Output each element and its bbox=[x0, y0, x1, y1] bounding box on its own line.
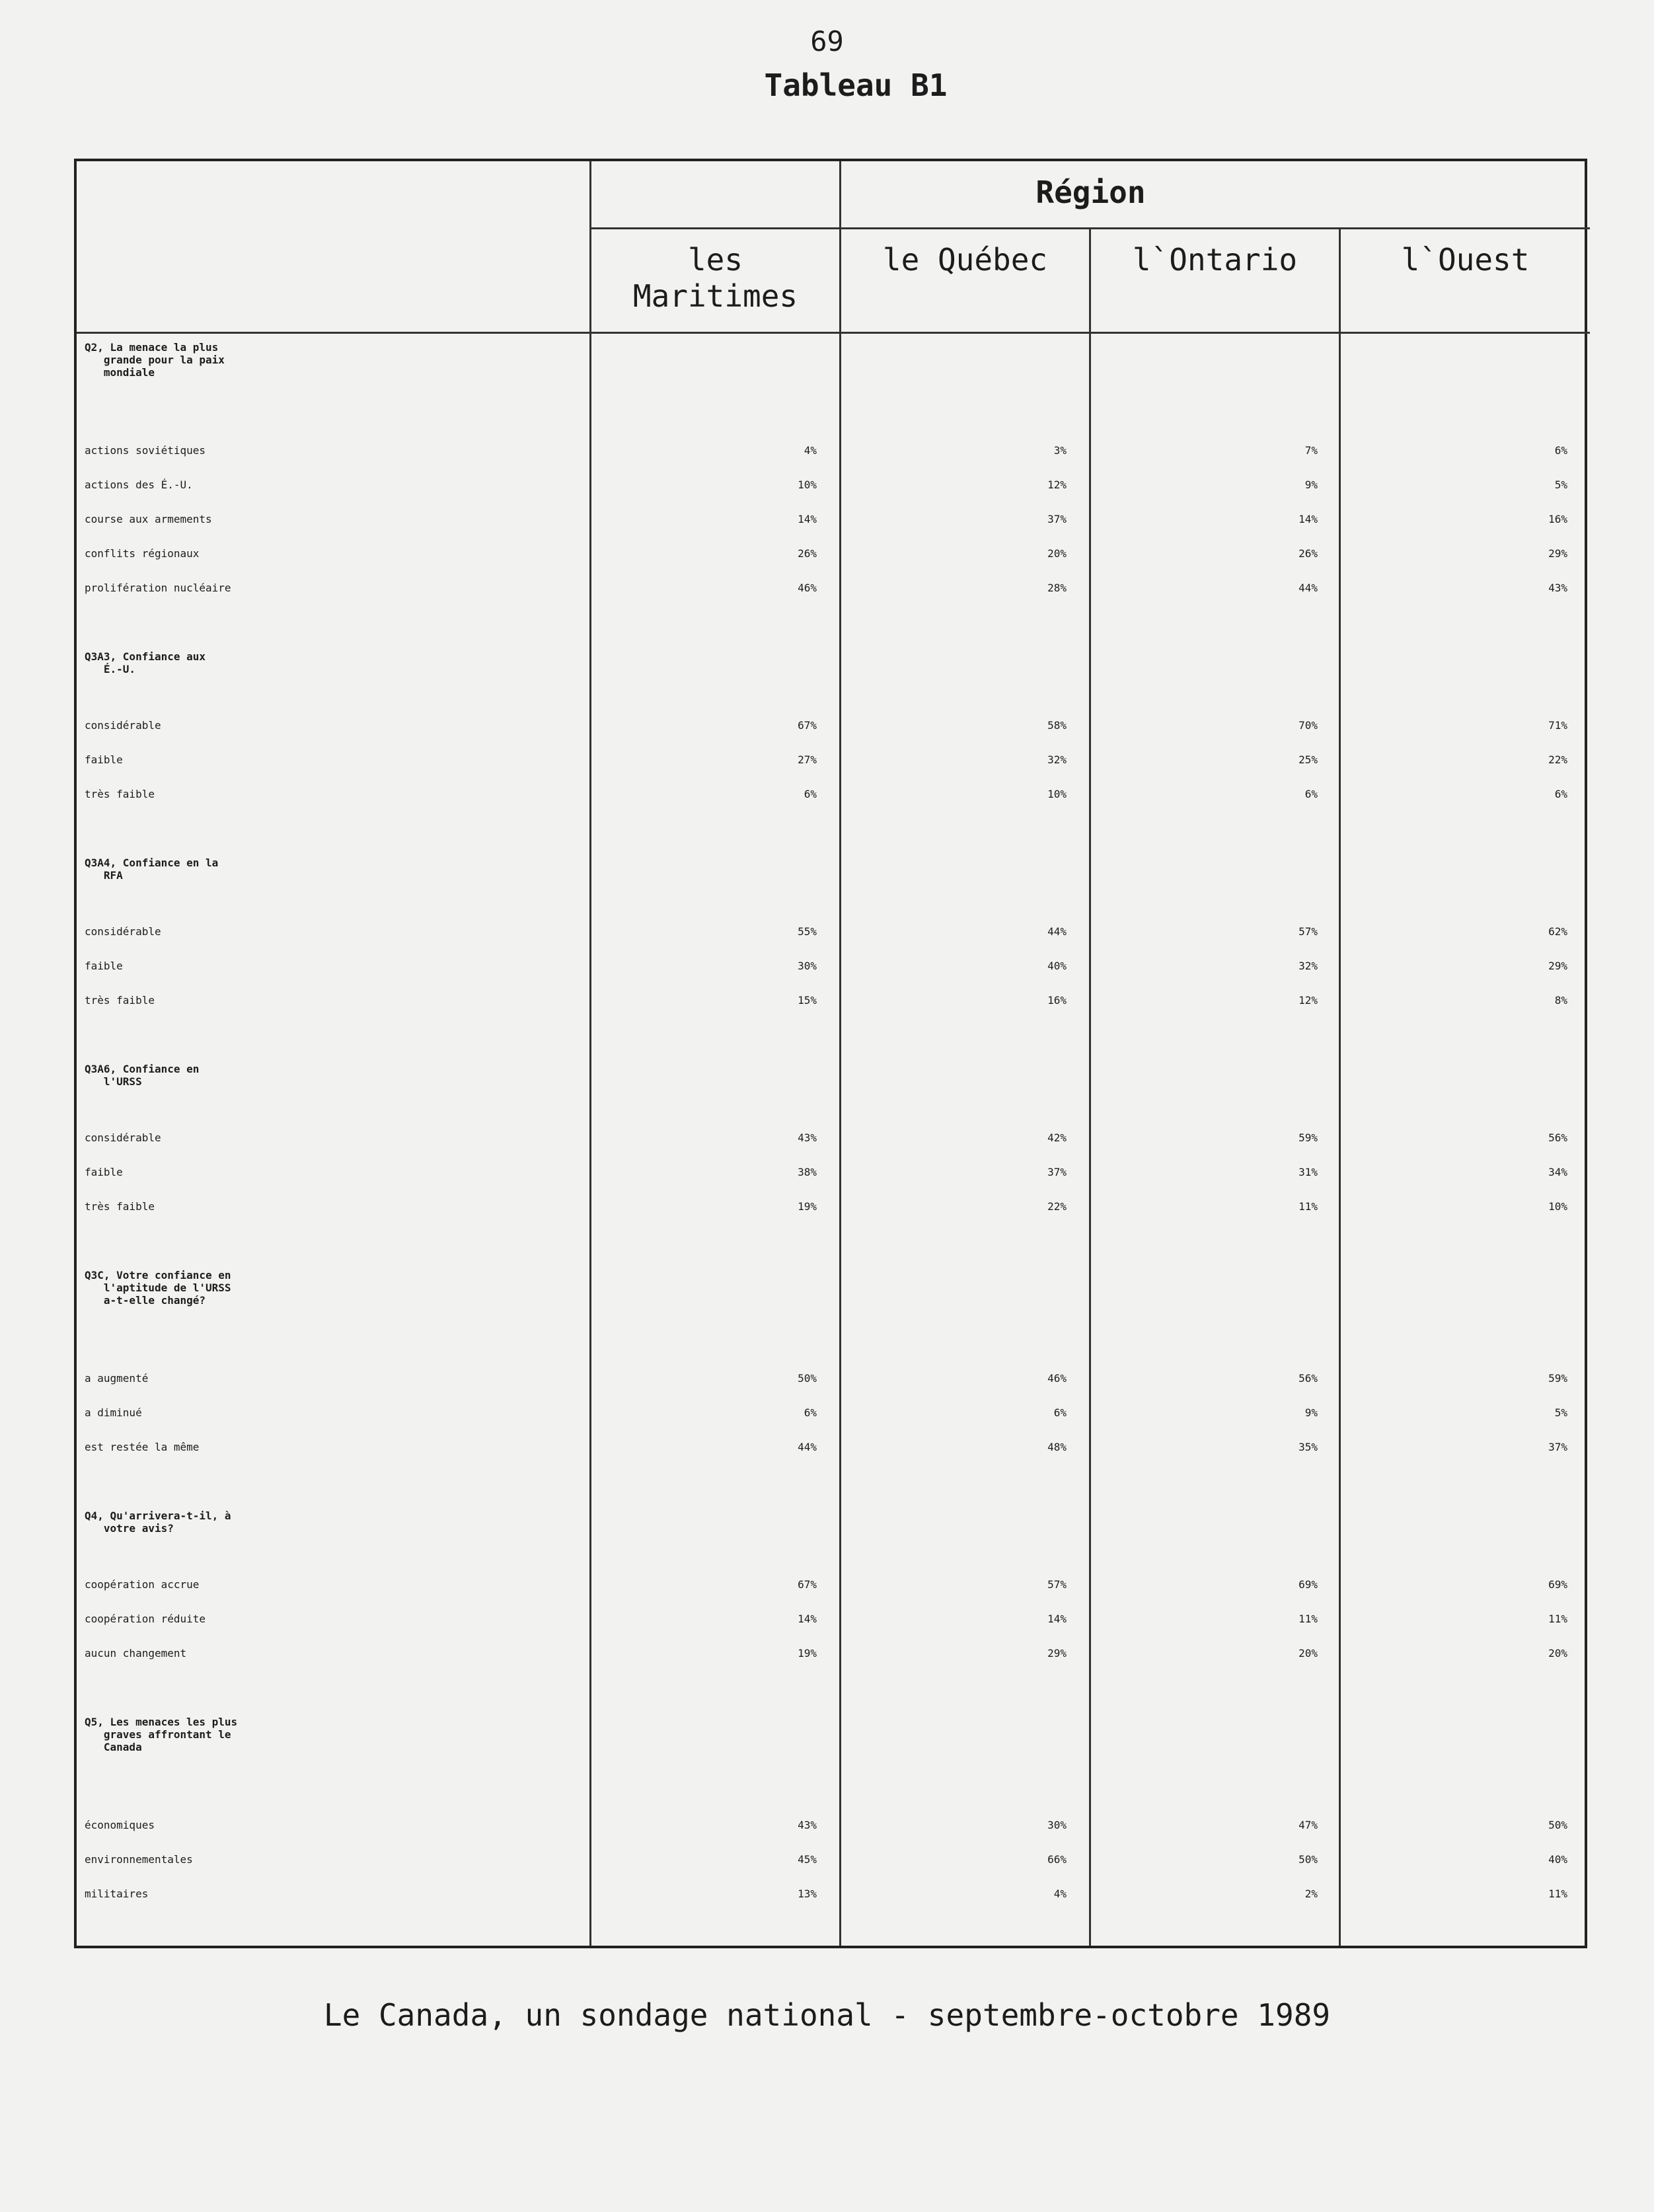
percent-cell: 44% bbox=[798, 1441, 817, 1453]
percent-cell: 22% bbox=[1047, 1200, 1067, 1213]
row-label: faible bbox=[85, 1166, 123, 1178]
percent-cell: 10% bbox=[1047, 788, 1067, 800]
table-row bbox=[77, 1613, 1590, 1647]
percent-cell: 9% bbox=[1304, 478, 1318, 491]
percent-cell: 13% bbox=[798, 1888, 817, 1900]
percent-cell: 40% bbox=[1548, 1853, 1567, 1866]
percent-cell: 12% bbox=[1298, 994, 1318, 1007]
percent-cell: 56% bbox=[1548, 1131, 1567, 1144]
row-label: faible bbox=[85, 960, 123, 972]
percent-cell: 69% bbox=[1548, 1578, 1567, 1591]
percent-cell: 37% bbox=[1047, 513, 1067, 525]
column-header-maritimes bbox=[591, 242, 839, 315]
row-label: aucun changement bbox=[85, 1647, 187, 1659]
percent-cell: 44% bbox=[1298, 582, 1318, 594]
percent-cell: 28% bbox=[1047, 582, 1067, 594]
row-label: est restée la même bbox=[85, 1441, 200, 1453]
percent-cell: 20% bbox=[1047, 547, 1067, 560]
percent-cell: 29% bbox=[1047, 1647, 1067, 1659]
table-row bbox=[77, 547, 1590, 582]
percent-cell: 46% bbox=[798, 582, 817, 594]
table-row bbox=[77, 1200, 1590, 1235]
row-label: considérable bbox=[85, 719, 161, 732]
row-label: très faible bbox=[85, 994, 155, 1007]
table-row bbox=[77, 1441, 1590, 1475]
table-row bbox=[77, 582, 1590, 616]
percent-cell: 69% bbox=[1298, 1578, 1318, 1591]
percent-cell: 37% bbox=[1548, 1441, 1567, 1453]
percent-cell: 6% bbox=[1554, 444, 1567, 457]
percent-cell: 45% bbox=[798, 1853, 817, 1866]
percent-cell: 34% bbox=[1548, 1166, 1567, 1178]
table-row bbox=[77, 788, 1590, 822]
column-header-line: l`Ontario bbox=[1132, 242, 1298, 278]
percent-cell: 32% bbox=[1047, 753, 1067, 766]
question-title-line: votre avis? bbox=[85, 1522, 174, 1535]
column-header-line: le Québec bbox=[882, 242, 1048, 278]
percent-cell: 12% bbox=[1047, 478, 1067, 491]
percent-cell: 3% bbox=[1053, 444, 1067, 457]
table-row bbox=[77, 513, 1590, 547]
row-label: a augmenté bbox=[85, 1372, 149, 1385]
column-header-quebec bbox=[841, 242, 1089, 278]
percent-cell: 29% bbox=[1548, 960, 1567, 972]
percent-cell: 6% bbox=[1304, 788, 1318, 800]
percent-cell: 38% bbox=[798, 1166, 817, 1178]
percent-cell: 35% bbox=[1298, 1441, 1318, 1453]
row-label: conflits régionaux bbox=[85, 547, 200, 560]
row-label: économiques bbox=[85, 1819, 155, 1831]
question-title bbox=[85, 650, 206, 675]
table-row bbox=[77, 753, 1590, 788]
percent-cell: 59% bbox=[1298, 1131, 1318, 1144]
percent-cell: 7% bbox=[1304, 444, 1318, 457]
percent-cell: 4% bbox=[1053, 1888, 1067, 1900]
percent-cell: 40% bbox=[1047, 960, 1067, 972]
percent-cell: 31% bbox=[1298, 1166, 1318, 1178]
percent-cell: 4% bbox=[804, 444, 817, 457]
percent-cell: 16% bbox=[1047, 994, 1067, 1007]
question-title bbox=[85, 1063, 199, 1088]
question-title-line: graves affrontant le bbox=[85, 1728, 231, 1741]
percent-cell: 20% bbox=[1548, 1647, 1567, 1659]
row-label: coopération réduite bbox=[85, 1613, 206, 1625]
table-row bbox=[77, 960, 1590, 994]
percent-cell: 25% bbox=[1298, 753, 1318, 766]
percent-cell: 15% bbox=[798, 994, 817, 1007]
percent-cell: 30% bbox=[798, 960, 817, 972]
question-title-line: mondiale bbox=[85, 366, 155, 379]
column-header-line: Maritimes bbox=[632, 278, 798, 314]
percent-cell: 6% bbox=[804, 1406, 817, 1419]
percent-cell: 46% bbox=[1047, 1372, 1067, 1385]
row-label: environnementales bbox=[85, 1853, 193, 1866]
question-title-line: Q5, Les menaces les plus bbox=[85, 1716, 238, 1728]
question-title-line: Q3A3, Confiance aux bbox=[85, 650, 206, 663]
percent-cell: 2% bbox=[1304, 1888, 1318, 1900]
percent-cell: 50% bbox=[798, 1372, 817, 1385]
percent-cell: 6% bbox=[1053, 1406, 1067, 1419]
question-title bbox=[85, 1509, 231, 1535]
percent-cell: 19% bbox=[798, 1647, 817, 1659]
survey-table bbox=[74, 159, 1587, 1948]
percent-cell: 14% bbox=[798, 1613, 817, 1625]
region-header: Région bbox=[1035, 174, 1146, 210]
row-label: coopération accrue bbox=[85, 1578, 200, 1591]
column-header-ontario bbox=[1091, 242, 1339, 278]
row-label: course aux armements bbox=[85, 513, 212, 525]
table-row bbox=[77, 719, 1590, 753]
table-row bbox=[77, 1131, 1590, 1166]
percent-cell: 22% bbox=[1548, 753, 1567, 766]
percent-cell: 29% bbox=[1548, 547, 1567, 560]
percent-cell: 37% bbox=[1047, 1166, 1067, 1178]
percent-cell: 11% bbox=[1298, 1200, 1318, 1213]
percent-cell: 8% bbox=[1554, 994, 1567, 1007]
table-row bbox=[77, 925, 1590, 960]
percent-cell: 10% bbox=[798, 478, 817, 491]
percent-cell: 9% bbox=[1304, 1406, 1318, 1419]
table-row bbox=[77, 1372, 1590, 1406]
percent-cell: 57% bbox=[1047, 1578, 1067, 1591]
row-label: actions des É.-U. bbox=[85, 478, 193, 491]
table-row bbox=[77, 994, 1590, 1028]
percent-cell: 6% bbox=[1554, 788, 1567, 800]
percent-cell: 66% bbox=[1047, 1853, 1067, 1866]
percent-cell: 19% bbox=[798, 1200, 817, 1213]
percent-cell: 32% bbox=[1298, 960, 1318, 972]
percent-cell: 43% bbox=[1548, 582, 1567, 594]
table-title: Tableau B1 bbox=[764, 67, 948, 103]
table-row bbox=[77, 1166, 1590, 1200]
percent-cell: 26% bbox=[1298, 547, 1318, 560]
percent-cell: 16% bbox=[1548, 513, 1567, 525]
percent-cell: 67% bbox=[798, 719, 817, 732]
question-title bbox=[85, 341, 225, 379]
row-label: prolifération nucléaire bbox=[85, 582, 231, 594]
question-title-line: RFA bbox=[85, 869, 123, 882]
percent-cell: 11% bbox=[1298, 1613, 1318, 1625]
row-label: considérable bbox=[85, 925, 161, 938]
row-label: faible bbox=[85, 753, 123, 766]
question-title-line: É.-U. bbox=[85, 663, 136, 675]
question-title bbox=[85, 1269, 231, 1307]
table-row bbox=[77, 1819, 1590, 1853]
percent-cell: 42% bbox=[1047, 1131, 1067, 1144]
percent-cell: 62% bbox=[1548, 925, 1567, 938]
percent-cell: 11% bbox=[1548, 1888, 1567, 1900]
page-number: 69 bbox=[810, 25, 844, 57]
question-title-line: l'URSS bbox=[85, 1075, 142, 1088]
table-row bbox=[77, 444, 1590, 478]
percent-cell: 6% bbox=[804, 788, 817, 800]
percent-cell: 43% bbox=[798, 1819, 817, 1831]
column-header-line: l`Ouest bbox=[1401, 242, 1530, 278]
percent-cell: 57% bbox=[1298, 925, 1318, 938]
question-title-line: grande pour la paix bbox=[85, 354, 225, 366]
percent-cell: 70% bbox=[1298, 719, 1318, 732]
row-label: très faible bbox=[85, 1200, 155, 1213]
percent-cell: 26% bbox=[798, 547, 817, 560]
column-header-line: les bbox=[687, 242, 743, 278]
row-label: militaires bbox=[85, 1888, 149, 1900]
question-title-line: a-t-elle changé? bbox=[85, 1294, 206, 1307]
percent-cell: 30% bbox=[1047, 1819, 1067, 1831]
header-divider bbox=[77, 332, 1590, 334]
question-title bbox=[85, 1716, 237, 1753]
percent-cell: 14% bbox=[798, 513, 817, 525]
question-title bbox=[85, 857, 218, 882]
question-title-line: Q3C, Votre confiance en bbox=[85, 1269, 231, 1281]
percent-cell: 67% bbox=[798, 1578, 817, 1591]
percent-cell: 5% bbox=[1554, 478, 1567, 491]
header-divider bbox=[589, 227, 1590, 229]
percent-cell: 50% bbox=[1548, 1819, 1567, 1831]
percent-cell: 56% bbox=[1298, 1372, 1318, 1385]
percent-cell: 58% bbox=[1047, 719, 1067, 732]
percent-cell: 27% bbox=[798, 753, 817, 766]
column-header-ouest bbox=[1341, 242, 1590, 278]
percent-cell: 10% bbox=[1548, 1200, 1567, 1213]
table-row bbox=[77, 1647, 1590, 1681]
table-row bbox=[77, 1578, 1590, 1613]
question-title-line: Q3A6, Confiance en bbox=[85, 1063, 200, 1075]
question-title-line: Q3A4, Confiance en la bbox=[85, 857, 219, 869]
percent-cell: 20% bbox=[1298, 1647, 1318, 1659]
table-row bbox=[77, 478, 1590, 513]
percent-cell: 59% bbox=[1548, 1372, 1567, 1385]
percent-cell: 55% bbox=[798, 925, 817, 938]
row-label: a diminué bbox=[85, 1406, 142, 1419]
row-label: actions soviétiques bbox=[85, 444, 206, 457]
percent-cell: 11% bbox=[1548, 1613, 1567, 1625]
percent-cell: 44% bbox=[1047, 925, 1067, 938]
percent-cell: 48% bbox=[1047, 1441, 1067, 1453]
question-title-line: Q2, La menace la plus bbox=[85, 341, 219, 354]
percent-cell: 5% bbox=[1554, 1406, 1567, 1419]
table-row bbox=[77, 1888, 1590, 1922]
row-label: considérable bbox=[85, 1131, 161, 1144]
question-title-line: Canada bbox=[85, 1741, 142, 1753]
question-title-line: Q4, Qu'arrivera-t-il, à bbox=[85, 1509, 231, 1522]
percent-cell: 47% bbox=[1298, 1819, 1318, 1831]
table-row bbox=[77, 1853, 1590, 1888]
footer-caption: Le Canada, un sondage national - septembre-octobre 1989 bbox=[323, 1997, 1331, 2033]
percent-cell: 71% bbox=[1548, 719, 1567, 732]
percent-cell: 43% bbox=[798, 1131, 817, 1144]
table-row bbox=[77, 1406, 1590, 1441]
percent-cell: 14% bbox=[1298, 513, 1318, 525]
percent-cell: 50% bbox=[1298, 1853, 1318, 1866]
question-title-line: l'aptitude de l'URSS bbox=[85, 1281, 231, 1294]
percent-cell: 14% bbox=[1047, 1613, 1067, 1625]
row-label: très faible bbox=[85, 788, 155, 800]
